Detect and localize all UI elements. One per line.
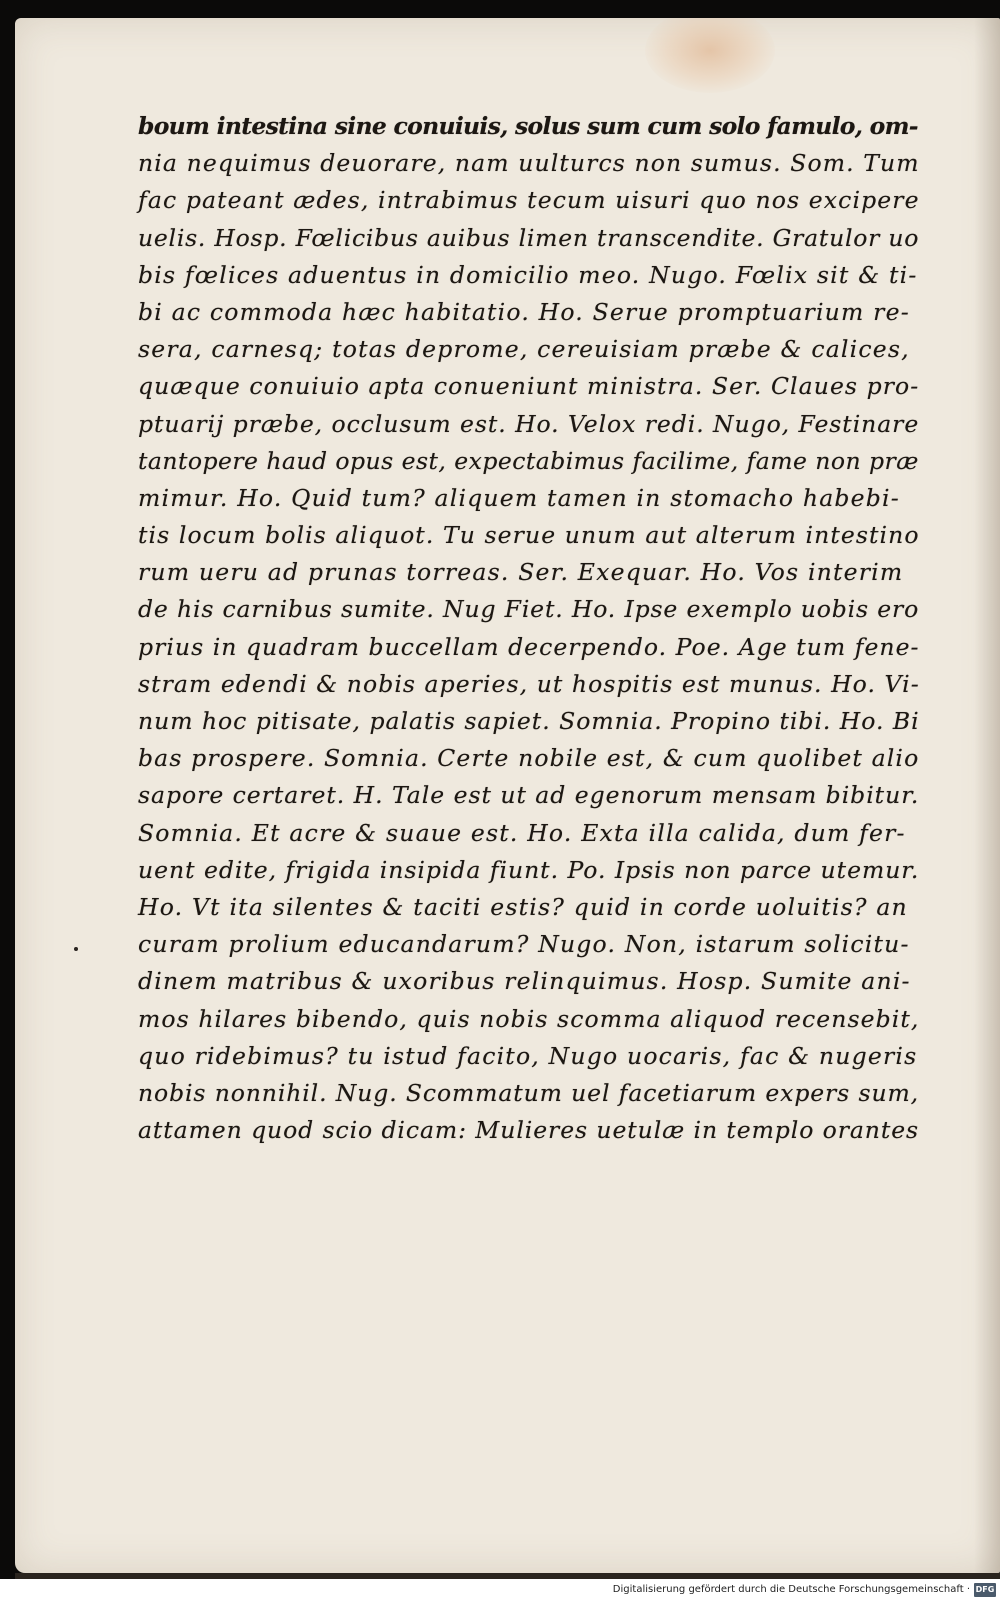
text-line: nobis nonnihil. Nug. Scommatum uel facetiarum expers sum, <box>138 1078 919 1107</box>
text-line: rum ueru ad prunas torreas. Ser. Exequar. Ho. Vos interim <box>138 558 904 587</box>
text-line: sera, carnesq; totas deprome, cereuisiam præbe & calices, <box>138 335 910 364</box>
text-line: uent edite, frigida insipida fiunt. Po. Ipsis non parce utemur. <box>138 855 920 884</box>
text-line: quo ridebimus? tu istud facito, Nugo uocaris, fac & nugeris <box>138 1041 918 1070</box>
text-line: attamen quod scio dicam: Mulieres uetulæ in templo orantes <box>138 1116 920 1145</box>
text-line: bis fœlices aduentus in domicilio meo. Nugo. Fœlix sit & ti- <box>138 260 918 289</box>
page-text <box>138 108 928 1149</box>
text-line: boum intestina sine conuiuis, solus sum cum solo famulo, om- <box>138 112 918 140</box>
text-line: tantopere haud opus est, expectabimus facilime, fame non præ <box>138 446 919 475</box>
text-line: quæque conuiuio apta conueniunt ministra. Ser. Claues pro- <box>138 372 920 401</box>
text-line: de his carnibus sumite. Nug Fiet. Ho. Ipse exemplo uobis ero <box>138 595 920 624</box>
text-line: dinem matribus & uxoribus relinquimus. Hosp. Sumite ani- <box>138 967 911 996</box>
text-line: uelis. Hosp. Fœlicibus auibus limen transcendite. Gratulor uo <box>138 223 920 252</box>
text-line: curam prolium educandarum? Nugo. Non, istarum solicitu- <box>138 930 910 959</box>
text-line: num hoc pitisate, palatis sapiet. Somnia. Propino tibi. Ho. Bi <box>138 707 920 735</box>
text-line: prius in quadram buccellam decerpendo. Poe. Age tum fene- <box>138 632 920 661</box>
text-line: fac pateant ædes, intrabimus tecum uisuri quo nos excipere <box>138 186 920 215</box>
text-line: mimur. Ho. Quid tum? aliquem tamen in stomacho habebi- <box>138 483 900 512</box>
text-line: tis locum bolis aliquot. Tu serue unum aut alterum intestino <box>138 521 920 550</box>
spine-shadow <box>974 18 1000 1573</box>
text-line: stram edendi & nobis aperies, ut hospitis est munus. Ho. Vi- <box>138 669 920 698</box>
ink-speck <box>74 947 78 951</box>
text-line: nia nequimus deuorare, nam uulturcs non sumus. Som. Tum <box>138 149 920 178</box>
text-line: ptuarij præbe, occlusum est. Ho. Velox redi. Nugo, Festinare <box>138 409 920 438</box>
digitization-credit: Digitalisierung gefördert durch die Deutsche Forschungsgemeinschaft · <box>612 1584 970 1595</box>
dfg-logo-icon: DFG <box>974 1583 996 1597</box>
paper-stain <box>645 18 775 93</box>
text-line: sapore certaret. H. Tale est ut ad egenorum mensam bibitur. <box>138 781 920 810</box>
text-line: Ho. Vt ita silentes & taciti estis? quid in corde uoluitis? an <box>138 892 908 921</box>
text-line: bi ac commoda hæc habitatio. Ho. Serue promptuarium re- <box>138 297 910 326</box>
text-line: mos hilares bibendo, quis nobis scomma aliquod recensebit, <box>138 1004 920 1033</box>
text-line: Somnia. Et acre & suaue est. Ho. Exta illa calida, dum fer- <box>138 818 906 847</box>
text-line: bas prospere. Somnia. Certe nobile est, & cum quolibet alio <box>138 744 920 773</box>
